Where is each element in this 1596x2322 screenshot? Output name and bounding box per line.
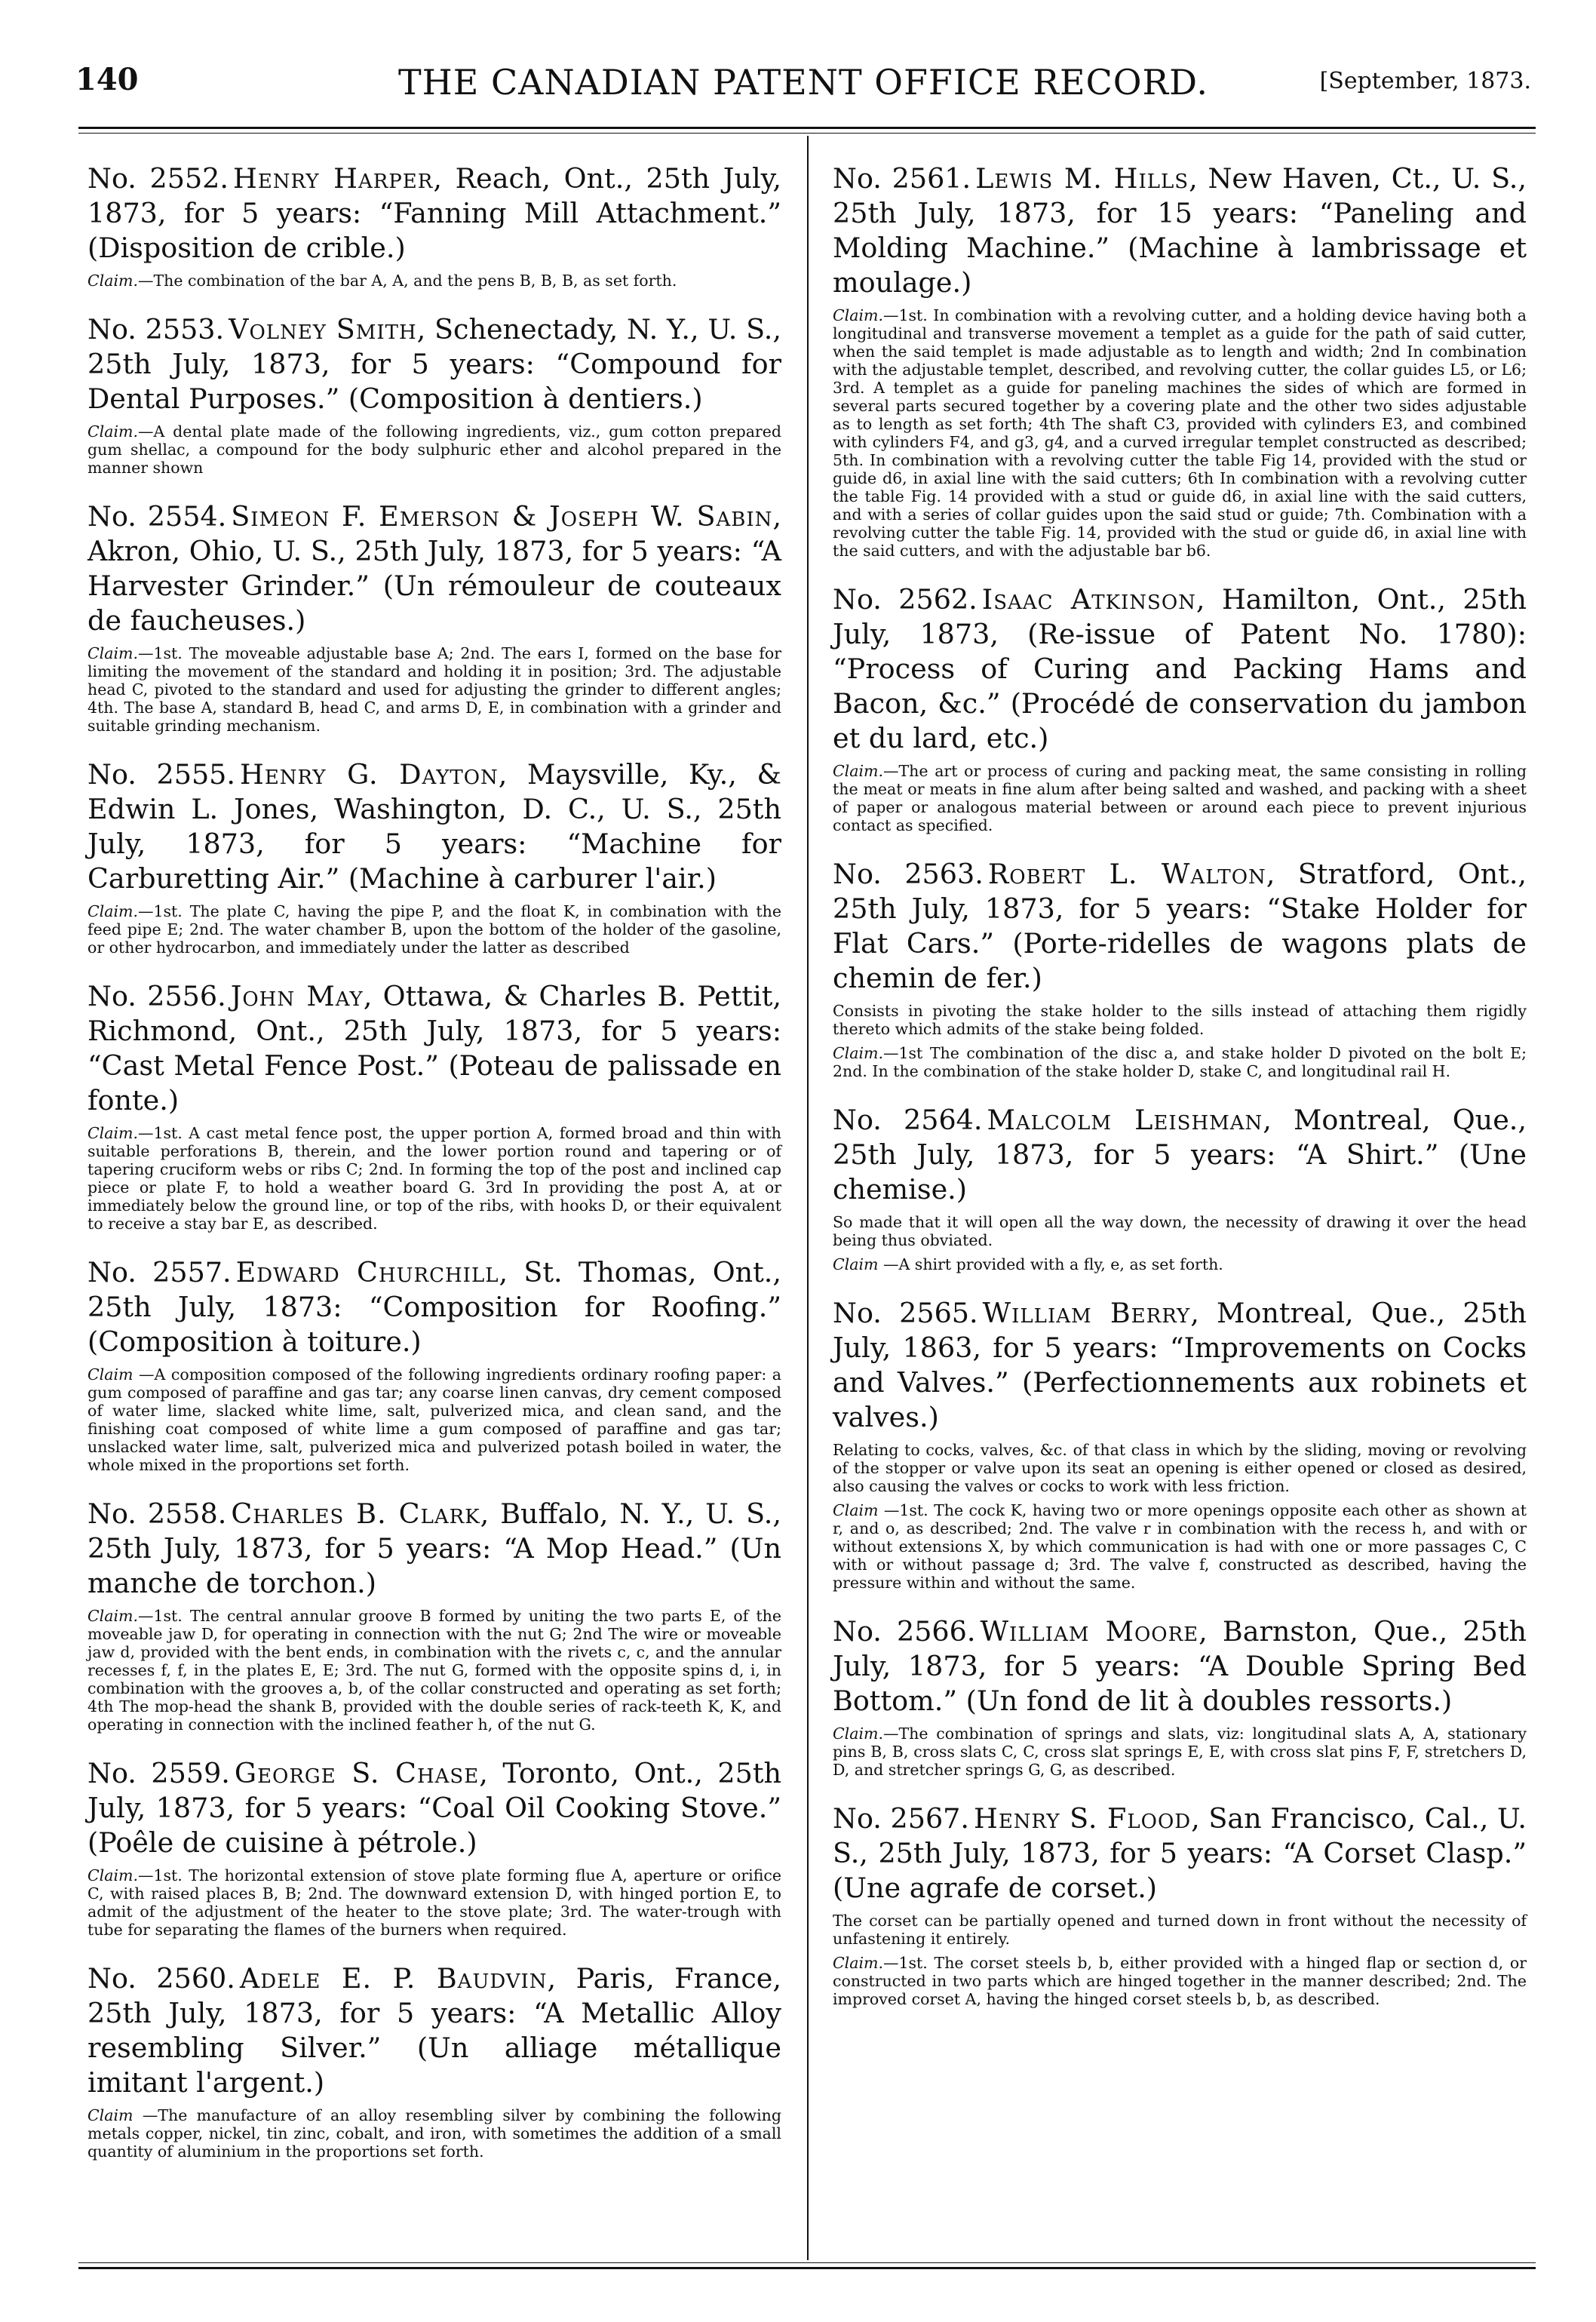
claim-text: —A shirt provided with a fly, e, as set forth. <box>878 1255 1223 1273</box>
claim-text: The corset can be partially opened and turned down in front without the necessity of unfastening it entirely. <box>833 1912 1527 1948</box>
patent-number: No. 2564. <box>833 1104 983 1136</box>
claim-text: —1st. A cast metal fence post, the upper portion A, formed broad and thin with suitable perforations B, therein, and the lower portion round and tapering or of tapering cruciform webs or ribs C; 2nd. In forming the top of the post and inclined cap piece or plate F, to hold a weather board G. 3rd In providing the post A, at or immediately below the ground line, or top of the ribs, with hooks D, or their equivalent to receive a stay bar E, as described. <box>87 1124 781 1233</box>
claim-text: —1st. The central annular groove B formed by uniting the two parts E, of the moveable jaw D, for operating in connection with the nut G; 2nd The wire or moveable jaw d, provided with the bent ends, in combination with the rivets c, c, and the annular recesses f, f, in the plates E, E; 3rd. The nut G, formed with the opposite spins d, i, in combination with the grooves a, b, of the collar constructed and operating as set forth; 4th The mop-head the shank B, provided with the double series of rack-teeth K, K, and operating in connection with the inclined feather h, of the nut G. <box>87 1607 781 1734</box>
claim-label: Claim <box>833 1501 879 1519</box>
patent-number: No. 2554. <box>87 500 227 533</box>
patent-heading <box>87 757 781 896</box>
patentee-names: John May <box>230 980 364 1012</box>
patent-claim <box>833 1912 1527 1948</box>
claim-text: —The combination of the bar A, A, and the pens B, B, B, as set forth. <box>137 272 677 290</box>
patent-details: , Toronto, Ont., 25th July, 1873, for 5 years: “Coal Oil Cooking Stove.” (Poêle de cuisine à pétrole.) <box>87 1757 781 1859</box>
claim-label: Claim. <box>833 762 883 780</box>
patent-entry <box>87 979 781 1233</box>
patent-heading <box>833 582 1527 756</box>
patent-number: No. 2561. <box>833 162 971 195</box>
patent-claim <box>833 1213 1527 1249</box>
patent-entry <box>87 312 781 477</box>
patent-heading <box>87 1756 781 1860</box>
patentee-names: Robert L. Walton <box>987 858 1266 890</box>
patent-details: , Stratford, Ont., 25th July, 1873, for 5 years: “Stake Holder for Flat Cars.” (Porte-ridelles de wagons plats de chemin de fer.) <box>833 858 1527 994</box>
patent-number: No. 2560. <box>87 1962 235 1995</box>
patent-entry <box>87 1961 781 2161</box>
patent-details: , Montreal, Que., 25th July, 1873, for 5 years: “A Shirt.” (Une chemise.) <box>833 1104 1527 1206</box>
patent-heading <box>87 979 781 1118</box>
claim-label: Claim <box>833 1255 879 1273</box>
claim-text: —A dental plate made of the following ingredients, viz., gum cotton prepared gum shellac, a compound for the body sulphuric ether and alcohol prepared in the manner shown <box>87 422 781 477</box>
patentee-names: Simeon F. Emerson & Joseph W. Sabin <box>231 500 773 533</box>
patent-details: , Montreal, Que., 25th July, 1863, for 5 years: “Improvements on Cocks and Valves.” (Perfectionnements aux robinets et valves.) <box>833 1297 1527 1433</box>
patent-number: No. 2552. <box>87 162 229 195</box>
bottom-rule <box>78 2267 1536 2269</box>
claim-text: So made that it will open all the way down, the necessity of drawing it over the head being thus obviated. <box>833 1213 1527 1249</box>
patent-heading <box>87 1255 781 1359</box>
claim-label: Claim. <box>87 1607 138 1625</box>
patentee-names: Lewis M. Hills <box>975 162 1189 195</box>
claim-text: —1st. The horizontal extension of stove plate forming flue A, aperture or orifice C, with raised places B, B; 2nd. The downward extension D, with hinged portion E, to admit of the adjustment of the heater to the stove plate; 3rd. The water-trough with tube for separating the flames of the burners when required. <box>87 1866 781 1939</box>
patent-claim <box>87 272 781 290</box>
claim-label: Claim. <box>87 272 138 290</box>
patent-claim <box>87 644 781 735</box>
patent-heading <box>833 161 1527 300</box>
patent-heading <box>87 161 781 266</box>
page-header <box>75 62 1531 115</box>
patent-claim <box>87 1866 781 1939</box>
patent-claim <box>833 1255 1527 1273</box>
patent-entry <box>833 582 1527 834</box>
patent-details: , New Haven, Ct., U. S., 25th July, 1873, for 15 years: “Paneling and Molding Machine.” (Machine à lambrissage et moulage.) <box>833 162 1527 299</box>
claim-text: —The manufacture of an alloy resembling silver by combining the following metals copper, nickel, tin zinc, cobalt, and iron, with sometimes the addition of a small quantity of aluminium in the proportions set forth. <box>87 2106 781 2161</box>
patent-number: No. 2565. <box>833 1297 978 1329</box>
patent-number: No. 2559. <box>87 1757 230 1789</box>
bottom-rule-thin <box>78 2262 1536 2263</box>
page-number: 140 <box>75 62 139 97</box>
patent-entry <box>87 499 781 735</box>
patent-claim <box>833 1441 1527 1495</box>
issue-date: [September, 1873. <box>1319 68 1531 94</box>
right-column <box>833 161 1527 2031</box>
claim-label: Claim. <box>87 644 138 662</box>
claim-text: —The art or process of curing and packing meat, the same consisting in rolling the meat or meats in fine alum after being salted and washed, and packing with a sheet of paper or analogous material between or around each piece to prevent injurious contact as specified. <box>833 762 1527 834</box>
claim-label: Claim. <box>87 422 138 441</box>
patentee-names: Adele E. P. Baudvin <box>239 1962 548 1995</box>
patent-claim <box>87 1607 781 1734</box>
patent-details: , St. Thomas, Ont., 25th July, 1873: “Composition for Roofing.” (Composition à toiture.) <box>87 1256 781 1358</box>
claim-text: —1st. The cock K, having two or more openings opposite each other as shown at r, and o, as described; 2nd. The valve r in combination with the recess h, and with or without extensions X, by which communication is had with one or more passages C, C with or without passage d; 3rd. The valve f, constructed as described, having the pressure within and without the same. <box>833 1501 1527 1592</box>
claim-text: —1st The combination of the disc a, and stake holder D pivoted on the bolt E; 2nd. In the combination of the stake holder D, stake C, and longitudinal rail H. <box>833 1044 1527 1080</box>
patent-entry <box>833 1296 1527 1592</box>
patent-entry <box>833 1614 1527 1779</box>
patent-number: No. 2556. <box>87 980 226 1012</box>
patentee-names: George S. Chase <box>234 1757 480 1789</box>
patent-entry <box>87 161 781 290</box>
claim-text: —1st. The plate C, having the pipe P, and the float K, in combination with the feed pipe E; 2nd. The water chamber B, upon the bottom of the holder of the gasoline, or other hydrocarbon, and immediately under the latter as described <box>87 902 781 957</box>
patent-number: No. 2555. <box>87 758 235 791</box>
patent-heading <box>833 1296 1527 1435</box>
patent-heading <box>87 1497 781 1601</box>
patent-number: No. 2558. <box>87 1497 227 1530</box>
patent-number: No. 2553. <box>87 313 225 346</box>
patent-details: , Ottawa, & Charles B. Pettit, Richmond, Ont., 25th July, 1873, for 5 years: “Cast Metal Fence Post.” (Poteau de palissade en fonte.) <box>87 980 782 1116</box>
left-column <box>87 161 781 2183</box>
patent-claim <box>87 1124 781 1233</box>
patent-details: , Maysville, Ky., & Edwin L. Jones, Washington, D. C., U. S., 25th July, 1873, for 5 years: “Machine for Carburetting Air.” (Machine à carburer l'air.) <box>87 758 781 895</box>
patent-claim <box>833 306 1527 560</box>
patent-details: , Buffalo, N. Y., U. S., 25th July, 1873, for 5 years: “A Mop Head.” (Un manche de torchon.) <box>87 1497 782 1599</box>
patent-heading <box>833 1614 1527 1718</box>
claim-label: Claim. <box>833 306 883 324</box>
patent-entry <box>87 1497 781 1734</box>
top-rule-thin <box>78 133 1536 134</box>
claim-text: .—The combination of springs and slats, viz: longitudinal slats A, A, stationary pins B, B, cross slats C, C, cross slat springs E, E, with cross slat pins F, F, stretchers D, D, and stretcher springs G, G, as described. <box>833 1725 1527 1779</box>
patentee-names: Edward Churchill <box>235 1256 499 1288</box>
content-frame <box>78 127 1536 2269</box>
patent-details: , Barnston, Que., 25th July, 1873, for 5 years: “A Double Spring Bed Bottom.” (Un fond de lit à doubles ressorts.) <box>833 1615 1527 1717</box>
column-divider <box>807 136 809 2260</box>
patent-claim <box>833 1501 1527 1592</box>
patent-number: No. 2557. <box>87 1256 232 1288</box>
patent-details: , Paris, France, 25th July, 1873, for 5 years: “A Metallic Alloy resembling Silver.” (Un alliage métallique imitant l'argent.) <box>87 1962 781 2099</box>
claim-label: Claim. <box>87 1866 138 1884</box>
patent-claim <box>87 1365 781 1474</box>
patent-number: No. 2562. <box>833 583 978 616</box>
claim-label: Claim <box>87 1365 134 1384</box>
patent-details: , Hamilton, Ont., 25th July, 1873, (Re-issue of Patent No. 1780): “Process of Curing and Packing Hams and Bacon, &c.” (Procédé de conservation du jambon et du lard, etc.) <box>833 583 1527 754</box>
patent-heading <box>833 857 1527 996</box>
patent-details: , San Francisco, Cal., U. S., 25th July, 1873, for 5 years: “A Corset Clasp.” (Une agrafe de corset.) <box>833 1802 1527 1904</box>
patentee-names: William Moore <box>980 1615 1199 1648</box>
claim-label: Claim <box>833 1725 879 1743</box>
patent-claim <box>87 422 781 477</box>
patent-heading <box>833 1801 1527 1906</box>
patent-entry <box>87 757 781 957</box>
claim-label: Claim. <box>87 902 138 920</box>
patent-details: , Akron, Ohio, U. S., 25th July, 1873, for 5 years: “A Harvester Grinder.” (Un rémouleur de couteaux de faucheuses.) <box>87 500 782 637</box>
patent-claim <box>833 1002 1527 1038</box>
claim-text: —1st. The moveable adjustable base A; 2nd. The ears I, formed on the base for limiting the movement of the standard and holding it in position; 3rd. The adjustable head C, pivoted to the standard and used for adjusting the grinder to different angles; 4th. The base A, standard B, head C, and arms D, E, in combination with a grinder and suitable grinding mechanism. <box>87 644 781 735</box>
patent-claim <box>87 2106 781 2161</box>
patent-heading <box>87 1961 781 2100</box>
claim-text: Consists in pivoting the stake holder to the sills instead of attaching them rigidly thereto which admits of the stake being folded. <box>833 1002 1527 1038</box>
patent-claim <box>833 762 1527 834</box>
patent-entry <box>833 1103 1527 1273</box>
patent-entry <box>87 1255 781 1474</box>
patent-number: No. 2566. <box>833 1615 976 1648</box>
claim-label: Claim. <box>87 1124 138 1142</box>
patentee-names: Henry G. Dayton <box>240 758 499 791</box>
patent-claim <box>833 1725 1527 1779</box>
claim-text: —1st. In combination with a revolving cutter, and a holding device having both a longitudinal and transverse movement a templet as a guide for the path of said cutter, when the said templet is made adjustable as to length and width; 2nd In combination with the adjustable templet, described, and revolving cutter, the collar guides L5, or L6; 3rd. A templet as a guide for paneling machines the sides of which are formed in several parts secured together by a covering plate and the other two sides adjustable as to length as set forth; 4th The shaft C3, provided with cylinders E3, and combined with cylinders F4, and g3, g4, and a curved irregular templet constructed as described; 5th. In combination with a revolving cutter the table Fig 14, provided with the stud or guide d6, in axial line with the said cutters; 6th In combination with a revolving cutter the table Fig. 14 provided with a stud or guide d6, in axial line with the said cutters, and with a series of collar guides upon the said stud or guide; 7th. Combination with a revolving cutter the table Fig. 14, provided with the stud or guide d6, in axial line with the said cutters, and with the adjustable bar b6. <box>833 306 1527 560</box>
patent-number: No. 2567. <box>833 1802 969 1835</box>
patent-claim <box>87 902 781 957</box>
patent-heading <box>87 499 781 638</box>
patentee-names: Volney Smith <box>229 313 417 346</box>
claim-label: Claim. <box>833 1044 883 1062</box>
claim-text: —A composition composed of the following ingredients ordinary roofing paper: a gum composed of paraffine and gas tar; any coarse linen canvas, dry cement composed of water lime, slacked white lime, salt, pulverized mica, and clean sand, and the finishing coat composed of white lime a gum composed of paraffine and gas tar; unslacked water lime, salt, pulverized mica and pulverized potash boiled in water, the whole mixed in the proportions set forth. <box>87 1365 781 1474</box>
patentee-names: Henry Harper <box>233 162 434 195</box>
patent-heading <box>87 312 781 416</box>
claim-label: Claim <box>87 2106 134 2124</box>
top-rule <box>78 127 1536 129</box>
patent-entry <box>833 1801 1527 2008</box>
claim-text: —1st. The corset steels b, b, either provided with a hinged flap or section d, or constructed in two parts which are hinged together in the manner described; 2nd. The improved corset A, having the hinged corset steels b, b, as described. <box>833 1954 1527 2008</box>
patent-number: No. 2563. <box>833 858 984 890</box>
patentee-names: Malcolm Leishman <box>987 1104 1263 1136</box>
patentee-names: William Berry <box>982 1297 1191 1329</box>
patent-entry <box>833 857 1527 1080</box>
patent-entry <box>833 161 1527 560</box>
patent-heading <box>833 1103 1527 1207</box>
patent-claim <box>833 1044 1527 1080</box>
patent-details: , Reach, Ont., 25th July, 1873, for 5 years: “Fanning Mill Attachment.” (Disposition de crible.) <box>87 162 781 264</box>
page-title: THE CANADIAN PATENT OFFICE RECORD. <box>397 62 1208 103</box>
patent-claim <box>833 1954 1527 2008</box>
patent-details: , Schenectady, N. Y., U. S., 25th July, 1873, for 5 years: “Compound for Dental Purposes.” (Composition à dentiers.) <box>87 313 782 415</box>
patentee-names: Isaac Atkinson <box>981 583 1196 616</box>
patentee-names: Charles B. Clark <box>231 1497 480 1530</box>
claim-text: Relating to cocks, valves, &c. of that class in which by the sliding, moving or revolving of the stopper or valve upon its seat an opening is either opened or closed as desired, also causing the valves or cocks to work with less friction. <box>833 1441 1527 1495</box>
patentee-names: Henry S. Flood <box>974 1802 1192 1835</box>
claim-label: Claim. <box>833 1954 883 1972</box>
patent-entry <box>87 1756 781 1939</box>
